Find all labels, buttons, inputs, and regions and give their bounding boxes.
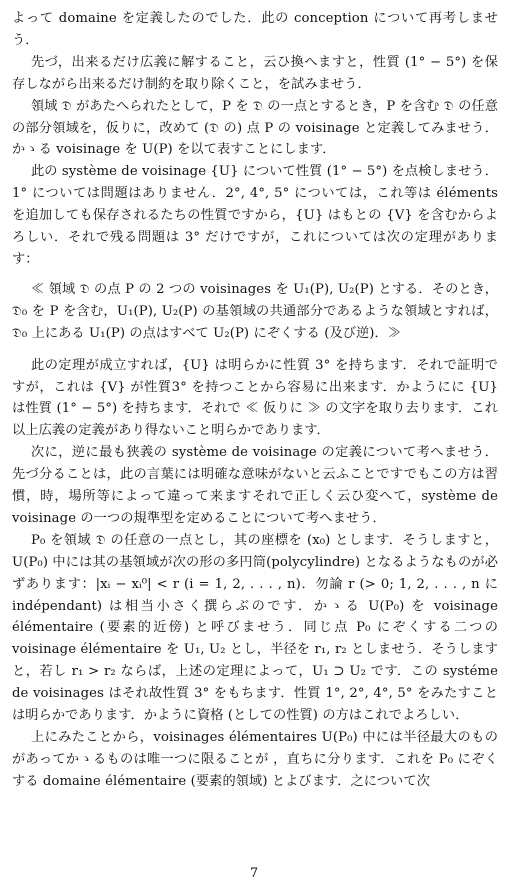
paragraph-3: 領域 𝔇 があたへられたとして，P を 𝔇 の一点とするとき，P を含む 𝔇 の任意の部分領域を，仮りに，改めて (𝔇 の) 点 P の voisinage と定義してみませう．かゝる voisinage を U(P) を以て表すことにします．	[12, 98, 498, 158]
paragraph-4: 此の système de voisinage {U} について性質 (1° − 5°) を点検しませう．1° については問題はありません．2°, 4°, 5° については，これ等は éléments を追加しても保存されるたちの性質ですから，{U} はもとの {V} を含むからよろしい．それで残る問題は 3° だけですが，これについては次の定理があります：	[12, 164, 498, 267]
paragraph-9: 上にみたことから，voisinages élémentaires U(P₀) 中には半径最大のものがあってかゝるものは唯一つに限ることが ，直ちに分ります．これを P₀ にぞくする domaine élémentaire (要素的領域) とよびます．之について次	[12, 730, 498, 789]
paragraph-1: よって domaine を定義したのでした．此の conception について再考しませう．	[12, 11, 498, 48]
paragraph-8: P₀ を領域 𝔇 の任意の一点とし，其の座標を (x₀) とします．そうしますと，U(P₀) 中には其の基領域が次の形の多円筒(polycylindre) となるようなものが必ずあります：|xᵢ − xᵢ⁰| < r (i = 1, 2, . . . , n)．勿論 r (> 0; 1, 2, . . . , n に indépendant) は相当小さく撰らぶのです．かゝる U(P₀) を voisinage élémentaire (要素的近傍) と呼びませう．同じ点 P₀ にぞくする二つの voisinage élémentaire を U₁, U₂ とし，半径を r₁, r₂ としませう．そうしますと，若し r₁ > r₂ ならば，上述の定理によって，U₁ ⊃ U₂ です．この systéme de voisinages はそれ故性質 3° をもちます．性質 1°, 2°, 4°, 5° をみたすことは明らかであります．かように資格 (としての性質) の方はこれでよろしい．	[12, 532, 498, 724]
paragraph-2: 先づ，出来るだけ広義に解すること，云ひ換へますと，性質 (1° − 5°) を保存しながら出来るだけ制約を取り除くこと，を試みませう．	[12, 54, 498, 92]
paragraph-6: 此の定理が成立すれば，{U} は明らかに性質 3° を持ちます．それで証明ですが，これは {V} が性質3° を持つことから容易に出来ます．かようにに {U} は性質 (1° − 5°) を持ちます．それで ≪ 仮りに ≫ の文字を取り去ります．これ以上広義の定義があり得ないこと明らかであります．	[12, 357, 498, 439]
paragraph-7: 次に，逆に最も狭義の système de voisinage の定義について考へませう．先づ分ることは，此の言葉には明確な意味がないと云ふことですでもこの方は習慣，時，場所等によって違って来ますそれで正しく云ひ変へて，système de voisinage の一つの規準型を定めることについて考へませう．	[12, 445, 498, 526]
page-number: 7	[249, 866, 259, 881]
theorem-paragraph: ≪ 領域 𝔇 の点 P の 2 つの voisinages を U₁(P), U₂(P) とする．そのとき，𝔇₀ を P を含む，U₁(P), U₂(P) の基領域の共通部分であるような領域とすれば，𝔇₀ 上にある U₁(P) の点はすべて U₂(P) にぞくする (及び逆)．≫	[12, 281, 498, 341]
document-page	[12, 8, 498, 793]
